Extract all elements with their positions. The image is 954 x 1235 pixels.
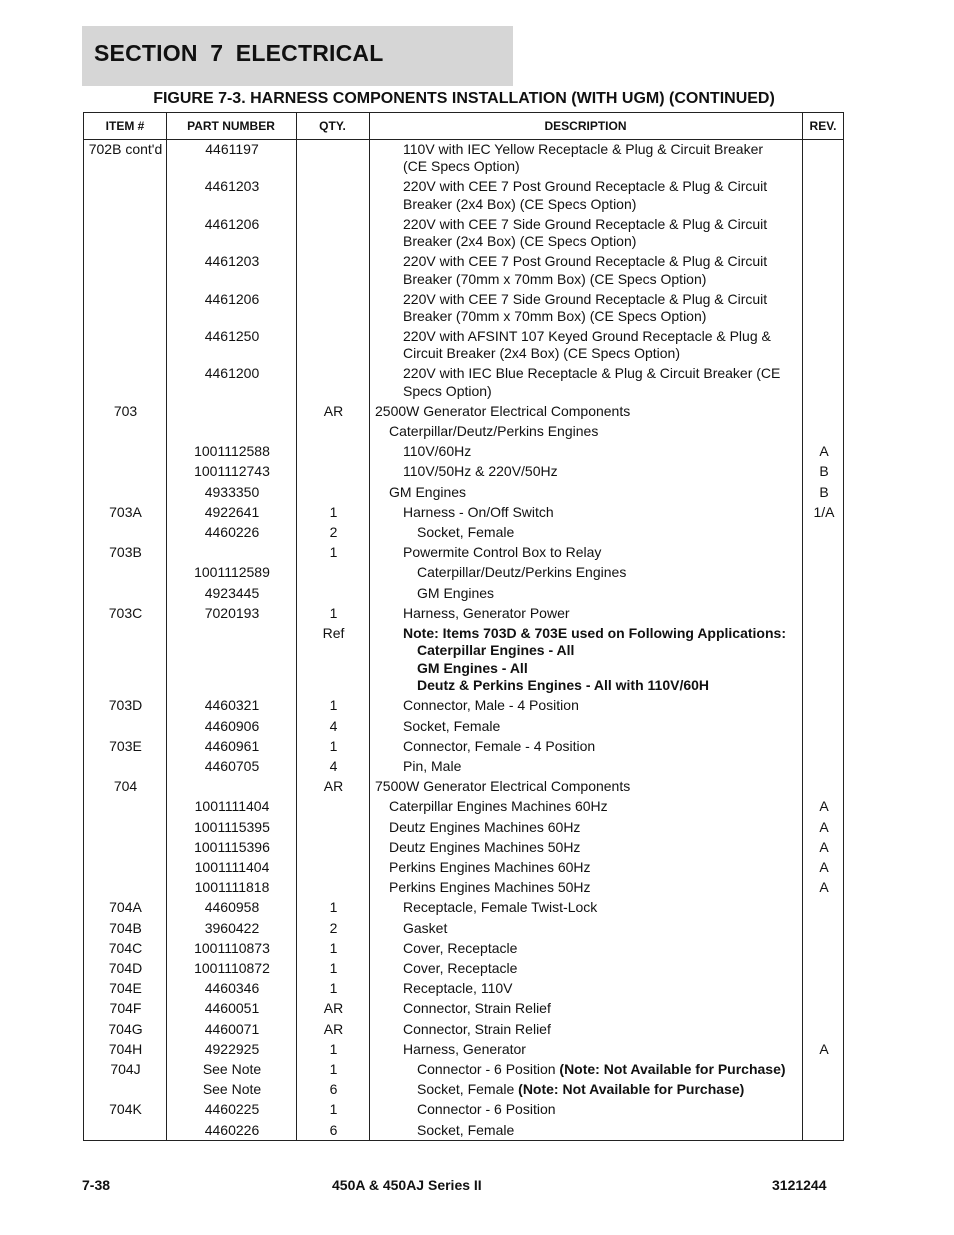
- part-number: 1001115396: [194, 838, 270, 855]
- quantity: 1: [329, 980, 338, 997]
- page-number: 7-38: [82, 1177, 111, 1193]
- part-number: 4922641: [204, 503, 260, 520]
- description-text: Pin, Male: [403, 758, 462, 774]
- part-number: 1001110872: [194, 960, 270, 976]
- item-number: 703: [113, 402, 138, 419]
- description-text: Note: Items 703D & 703E used on Following Applications:: [403, 625, 786, 641]
- item-number: 703E: [109, 737, 142, 754]
- description: [372, 1101, 849, 1118]
- quantity: 1: [329, 697, 338, 714]
- description: [372, 879, 821, 896]
- part-number: 4933350: [204, 483, 260, 500]
- description: [372, 758, 835, 775]
- description-text: Socket, Female: [403, 717, 501, 734]
- description-text: GM Engines: [389, 483, 467, 500]
- quantity: 6: [329, 1081, 338, 1098]
- description-text: Perkins Engines Machines 60Hz: [389, 859, 591, 875]
- part-number: 4460906: [204, 717, 260, 734]
- description: [372, 253, 835, 288]
- item-number: 704H: [108, 1040, 143, 1057]
- description-text: 110V/60Hz: [403, 443, 472, 460]
- quantity: 1: [329, 899, 338, 916]
- quantity: 2: [329, 919, 338, 936]
- quantity: 1: [329, 1061, 338, 1077]
- description-text: Receptacle, 110V: [403, 980, 513, 997]
- quantity: 4: [329, 717, 338, 734]
- description-text: Connector, Female - 4 Position: [403, 737, 596, 754]
- part-number: 4461250: [204, 328, 260, 344]
- model-name: 450A & 450AJ Series II: [332, 1177, 482, 1193]
- description-text: Receptacle, Female Twist-Lock: [403, 899, 598, 916]
- description-text: Caterpillar/Deutz/Perkins Engines: [389, 423, 599, 439]
- part-number: 1001115395: [194, 818, 270, 835]
- description: [372, 660, 849, 677]
- description-text: Cover, Receptacle: [403, 960, 518, 976]
- description: [372, 365, 835, 400]
- description-text: Gasket: [403, 919, 448, 936]
- description: [372, 677, 849, 694]
- part-number: 4461197: [205, 141, 259, 157]
- description: [372, 625, 835, 642]
- description-text: Deutz & Perkins Engines - All with 110V/60H: [417, 677, 710, 694]
- revision: A: [819, 1040, 829, 1057]
- description: [372, 920, 835, 937]
- description-text: GM Engines - All: [417, 659, 528, 676]
- part-number: 4461203: [204, 253, 260, 270]
- description: [372, 328, 835, 363]
- description: [372, 778, 807, 795]
- description-text: Connector, Male - 4 Position: [403, 697, 579, 714]
- part-number: 1001111404: [194, 798, 270, 815]
- revision: A: [819, 818, 829, 835]
- description-text: 220V with AFSINT 107 Keyed Ground Receptacle & Plug &: [403, 328, 771, 344]
- description-text: 220V with CEE 7 Post Ground Receptacle & Plug & Circuit: [403, 178, 768, 195]
- quantity: 4: [329, 758, 338, 774]
- description: [372, 403, 807, 420]
- description: [372, 1081, 849, 1098]
- part-number: 4460225: [204, 1101, 260, 1118]
- quantity: AR: [323, 1020, 344, 1037]
- quantity: 1: [329, 544, 338, 561]
- part-number: 1001111404: [194, 859, 270, 875]
- part-number: 1001112743: [194, 463, 270, 480]
- description: [372, 1122, 849, 1139]
- description-text: Deutz Engines Machines 50Hz: [389, 838, 581, 855]
- item-number: 704K: [109, 1101, 142, 1118]
- quantity: 1: [329, 1101, 338, 1118]
- item-number: 704B: [109, 919, 142, 936]
- item-number: 704A: [109, 899, 142, 916]
- description-text: Powermite Control Box to Relay: [403, 544, 602, 561]
- part-number: 1001112588: [194, 443, 270, 460]
- description: [372, 859, 821, 876]
- part-number: 4461206: [204, 290, 260, 307]
- revision: B: [819, 483, 829, 500]
- description-text: Socket, Female: [417, 1081, 519, 1098]
- revision: A: [819, 879, 829, 896]
- part-number: 1001110873: [194, 939, 270, 956]
- part-number: 4461203: [204, 178, 260, 195]
- part-number: 4460071: [204, 1020, 260, 1037]
- part-number: See Note: [202, 1061, 262, 1077]
- description: [372, 463, 835, 480]
- description-text: Harness, Generator: [403, 1040, 526, 1057]
- part-number: 3960422: [204, 919, 260, 936]
- description-continuation: (CE Specs Option): [403, 158, 520, 175]
- purchase-note: (Note: Not Available for Purchase): [559, 1061, 786, 1077]
- header-item: ITEM #: [105, 119, 145, 133]
- description: [372, 585, 849, 602]
- header-divider: [84, 139, 843, 140]
- part-number: 4461200: [204, 365, 260, 382]
- part-number: 4922925: [204, 1040, 260, 1057]
- revision: B: [819, 463, 829, 480]
- quantity: 1: [329, 503, 338, 520]
- item-number: 704D: [108, 960, 143, 976]
- description: [372, 423, 821, 440]
- item-number: 704C: [108, 939, 143, 956]
- section-title: SECTION 7 ELECTRICAL: [94, 40, 384, 66]
- description-continuation: Specs Option): [403, 382, 492, 399]
- header-rev: REV.: [809, 119, 837, 133]
- quantity: 6: [329, 1121, 338, 1138]
- part-number: 4460226: [204, 524, 260, 540]
- quantity: AR: [323, 778, 344, 795]
- description-text: Connector, Strain Relief: [403, 1000, 551, 1017]
- item-number: 704J: [110, 1061, 141, 1077]
- part-number: 4461206: [204, 215, 260, 232]
- description-text: GM Engines: [417, 584, 495, 601]
- description: [372, 642, 849, 659]
- description: [372, 544, 835, 561]
- revision: A: [819, 859, 829, 875]
- quantity: 1: [329, 960, 338, 976]
- item-number: 703C: [108, 604, 143, 621]
- description: [372, 697, 835, 714]
- item-number: 704G: [108, 1020, 143, 1037]
- description: [372, 819, 821, 836]
- header-qty: QTY.: [319, 119, 346, 133]
- quantity: 1: [329, 939, 338, 956]
- description: [372, 178, 835, 213]
- part-number: See Note: [202, 1081, 262, 1098]
- part-number: 4460226: [204, 1121, 260, 1138]
- quantity: 2: [329, 524, 338, 540]
- revision: A: [819, 798, 829, 815]
- quantity: 1: [329, 604, 338, 621]
- description-text: 220V with CEE 7 Post Ground Receptacle & Plug & Circuit: [403, 253, 768, 270]
- item-number: 704E: [109, 980, 142, 997]
- part-number: 4460051: [204, 1000, 260, 1017]
- description: [372, 291, 835, 326]
- description-text: 110V with IEC Yellow Receptacle & Plug & Circuit Breaker: [403, 141, 764, 157]
- quantity: Ref: [322, 625, 345, 641]
- document-number: 3121244: [772, 1177, 827, 1193]
- description: [372, 443, 835, 460]
- item-number: 704F: [109, 1000, 142, 1017]
- description-text: Connector, Strain Relief: [403, 1020, 551, 1037]
- header-description: DESCRIPTION: [544, 119, 627, 133]
- description: [372, 899, 835, 916]
- description-text: Caterpillar Engines Machines 60Hz: [389, 798, 608, 815]
- description: [372, 141, 835, 176]
- description: [372, 605, 835, 622]
- description-text: 220V with CEE 7 Side Ground Receptacle & Plug & Circuit: [403, 290, 768, 307]
- description-continuation: Breaker (2x4 Box) (CE Specs Option): [403, 233, 637, 250]
- description: [372, 940, 835, 957]
- revision: A: [819, 838, 829, 855]
- description-text: Caterpillar/Deutz/Perkins Engines: [417, 564, 627, 581]
- description: [372, 1021, 835, 1038]
- description: [372, 504, 835, 521]
- part-number: 1001111818: [194, 879, 270, 896]
- description: [372, 738, 835, 755]
- description: [372, 960, 835, 977]
- quantity: 1: [329, 1040, 338, 1057]
- description-text: 2500W Generator Electrical Components: [375, 402, 631, 419]
- quantity: 1: [329, 737, 338, 754]
- part-number: 4460705: [204, 758, 260, 774]
- description-continuation: Breaker (70mm x 70mm Box) (CE Specs Option): [403, 270, 707, 287]
- description-text: Connector - 6 Position: [417, 1061, 560, 1077]
- description-text: 220V with CEE 7 Side Ground Receptacle & Plug & Circuit: [403, 215, 768, 232]
- description-continuation: Breaker (2x4 Box) (CE Specs Option): [403, 195, 637, 212]
- description: [372, 798, 821, 815]
- part-number: 4923445: [204, 584, 260, 601]
- description-text: Harness - On/Off Switch: [403, 503, 554, 520]
- description-text: Caterpillar Engines - All: [417, 642, 575, 659]
- parts-table: [83, 112, 844, 1141]
- part-number: 4460961: [204, 737, 260, 754]
- quantity: AR: [323, 402, 344, 419]
- description-text: 220V with IEC Blue Receptacle & Plug & Circuit Breaker (CE: [403, 365, 781, 382]
- part-number: 7020193: [204, 604, 260, 621]
- description: [372, 1041, 835, 1058]
- description-text: 7500W Generator Electrical Components: [375, 778, 631, 795]
- description: [372, 524, 849, 541]
- item-number: 702B cont'd: [88, 141, 163, 157]
- description-continuation: Breaker (70mm x 70mm Box) (CE Specs Option): [403, 308, 707, 324]
- description-text: Cover, Receptacle: [403, 939, 518, 956]
- description-text: Deutz Engines Machines 60Hz: [389, 818, 581, 835]
- description: [372, 1000, 835, 1017]
- part-number: 4460321: [204, 697, 260, 714]
- revision: A: [819, 443, 829, 460]
- description: [372, 216, 835, 251]
- description: [372, 839, 821, 856]
- revision: 1/A: [813, 503, 835, 520]
- header-part-number: PART NUMBER: [187, 119, 275, 133]
- item-number: 703A: [109, 503, 142, 520]
- description-text: Perkins Engines Machines 50Hz: [389, 879, 591, 896]
- part-number: 4460346: [204, 980, 260, 997]
- item-number: 704: [113, 778, 138, 795]
- description: [372, 980, 835, 997]
- description-text: 110V/50Hz & 220V/50Hz: [403, 463, 558, 480]
- description: [372, 564, 849, 581]
- figure-title: FIGURE 7-3. HARNESS COMPONENTS INSTALLATION (WITH UGM) (CONTINUED): [153, 90, 775, 107]
- description: [372, 718, 835, 735]
- description-text: Harness, Generator Power: [403, 604, 570, 621]
- part-number: 4460958: [204, 899, 260, 916]
- purchase-note: (Note: Not Available for Purchase): [518, 1081, 745, 1098]
- part-number: 1001112589: [194, 564, 270, 581]
- description-continuation: Circuit Breaker (2x4 Box) (CE Specs Option): [403, 345, 680, 362]
- item-number: 703B: [109, 544, 142, 561]
- description-text: Connector - 6 Position: [417, 1101, 556, 1118]
- description: [372, 484, 821, 501]
- item-number: 703D: [108, 697, 143, 714]
- description-text: Socket, Female: [417, 524, 515, 540]
- description-text: Socket, Female: [417, 1121, 515, 1138]
- description: [372, 1061, 849, 1078]
- quantity: AR: [323, 1000, 344, 1017]
